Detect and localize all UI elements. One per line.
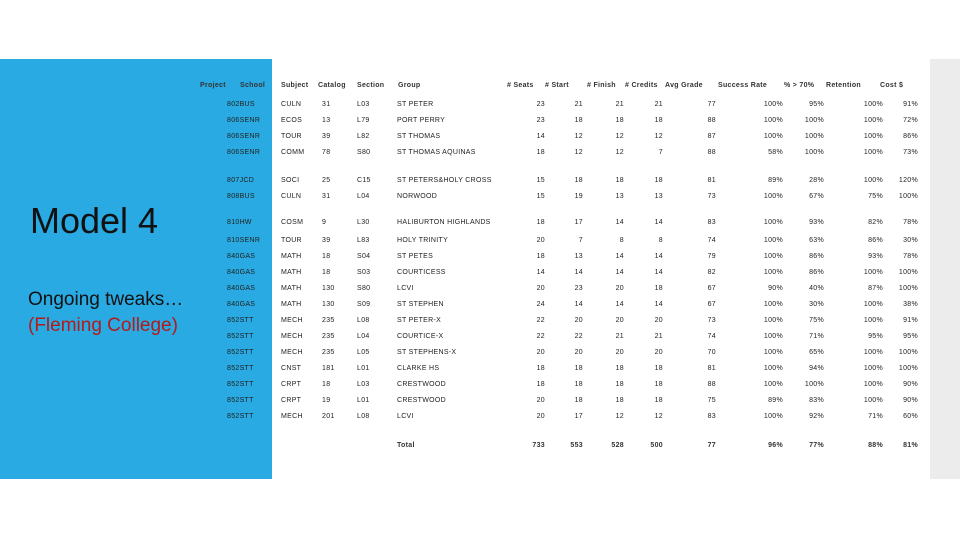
table-cell-number: 14 — [615, 253, 624, 260]
column-header: Retention — [826, 82, 861, 89]
table-cell-number: 100% — [763, 133, 783, 140]
table-cell-number: 18 — [654, 381, 663, 388]
table-cell-number: 12 — [615, 149, 624, 156]
table-cell-number: 13 — [574, 253, 583, 260]
table-cell-number: 15 — [536, 193, 545, 200]
table-cell-number: 100% — [804, 117, 824, 124]
table-cell-text: L04 — [357, 193, 370, 200]
table-cell-number: 100% — [763, 253, 783, 260]
table-cell-number: 18 — [536, 253, 545, 260]
table-cell-number: 12 — [615, 413, 624, 420]
total-label: Total — [397, 442, 415, 449]
table-cell-number: 21 — [615, 101, 624, 108]
table-cell-number: 18 — [536, 219, 545, 226]
table-cell-number: 73 — [707, 193, 716, 200]
table-cell-text: 840GAS — [227, 301, 256, 308]
table-cell-number: 18 — [615, 397, 624, 404]
table-cell-number: 18 — [574, 117, 583, 124]
column-header: Success Rate — [718, 82, 768, 89]
table-cell-text: L83 — [357, 237, 370, 244]
total-value: 733 — [532, 442, 545, 449]
table-cell-number: 75% — [868, 193, 883, 200]
table-cell-text: TOUR — [281, 237, 302, 244]
table-cell-number: 100% — [763, 117, 783, 124]
table-cell-text: LCVI — [397, 285, 414, 292]
table-cell-text: 810HW — [227, 219, 252, 226]
table-cell-text: 78 — [322, 149, 331, 156]
table-cell-number: 81 — [707, 365, 716, 372]
table-cell-number: 21 — [654, 101, 663, 108]
table-cell-number: 14 — [536, 269, 545, 276]
table-cell-text: MECH — [281, 317, 303, 324]
total-value: 77% — [809, 442, 824, 449]
table-cell-text: L08 — [357, 413, 370, 420]
table-cell-number: 12 — [654, 413, 663, 420]
table-cell-number: 13 — [654, 193, 663, 200]
total-value: 500 — [650, 442, 663, 449]
total-value: 77 — [707, 442, 716, 449]
table-cell-text: COMM — [281, 149, 305, 156]
table-cell-number: 100% — [763, 101, 783, 108]
table-cell-text: ST STEPHEN — [397, 301, 444, 308]
total-value: 528 — [611, 442, 624, 449]
table-cell-number: 23 — [536, 117, 545, 124]
total-value: 88% — [868, 442, 883, 449]
table-cell-number: 22 — [536, 317, 545, 324]
slide-title: Model 4 — [30, 200, 159, 241]
table-cell-number: 18 — [536, 381, 545, 388]
table-cell-number: 20 — [615, 349, 624, 356]
table-cell-number: 28% — [809, 177, 824, 184]
table-cell-number: 100% — [763, 365, 783, 372]
table-cell-number: 100% — [863, 365, 883, 372]
table-cell-text: 235 — [322, 317, 335, 324]
table-cell-text: S09 — [357, 301, 371, 308]
table-cell-number: 19 — [574, 193, 583, 200]
total-value: 96% — [768, 442, 783, 449]
table-cell-number: 14 — [654, 301, 663, 308]
table-cell-number: 100% — [763, 333, 783, 340]
table-cell-text: 852STT — [227, 365, 254, 372]
table-cell-text: CRPT — [281, 397, 302, 404]
total-value: 81% — [903, 442, 918, 449]
table-cell-number: 95% — [809, 101, 824, 108]
slide-subtitle: Ongoing tweaks… — [28, 289, 184, 310]
table-cell-number: 71% — [809, 333, 824, 340]
table-cell-number: 18 — [574, 381, 583, 388]
table-cell-text: ST STEPHENS-X — [397, 349, 457, 356]
table-cell-number: 14 — [574, 301, 583, 308]
table-cell-number: 100% — [898, 365, 918, 372]
table-cell-number: 58% — [768, 149, 783, 156]
column-header: School — [240, 82, 266, 89]
table-cell-text: 19 — [322, 397, 331, 404]
table-cell-text: 31 — [322, 101, 331, 108]
table-cell-text: L03 — [357, 381, 370, 388]
table-cell-text: ST PETES — [397, 253, 434, 260]
table-cell-number: 18 — [654, 365, 663, 372]
table-cell-text: L01 — [357, 365, 370, 372]
table-cell-number: 20 — [654, 349, 663, 356]
table-cell-number: 20 — [536, 237, 545, 244]
table-cell-text: 39 — [322, 237, 331, 244]
table-cell-text: L08 — [357, 317, 370, 324]
table-cell-number: 20 — [574, 349, 583, 356]
table-cell-text: PORT PERRY — [397, 117, 446, 124]
table-cell-text: L05 — [357, 349, 370, 356]
table-cell-number: 86% — [809, 253, 824, 260]
table-cell-text: S80 — [357, 149, 371, 156]
table-cell-number: 100% — [863, 349, 883, 356]
table-cell-text: 806SENR — [227, 117, 261, 124]
table-cell-text: MECH — [281, 413, 303, 420]
table-cell-text: NORWOOD — [397, 193, 438, 200]
column-header: Group — [398, 82, 421, 89]
table-cell-text: MATH — [281, 301, 302, 308]
table-cell-number: 100% — [898, 269, 918, 276]
table-cell-number: 82% — [868, 219, 883, 226]
table-cell-text: 9 — [322, 219, 327, 226]
table-cell-number: 67 — [707, 301, 716, 308]
table-cell-text: 130 — [322, 301, 335, 308]
table-cell-number: 23 — [574, 285, 583, 292]
table-cell-number: 30% — [809, 301, 824, 308]
table-cell-text: CRESTWOOD — [397, 397, 446, 404]
table-cell-text: ST THOMAS AQUINAS — [397, 149, 476, 156]
table-cell-number: 100% — [763, 413, 783, 420]
table-cell-number: 100% — [763, 317, 783, 324]
table-cell-number: 73 — [707, 317, 716, 324]
table-cell-text: L79 — [357, 117, 370, 124]
table-cell-number: 82 — [707, 269, 716, 276]
table-cell-text: L82 — [357, 133, 370, 140]
table-cell-number: 18 — [574, 397, 583, 404]
table-cell-number: 100% — [763, 193, 783, 200]
table-cell-text: ST PETER — [397, 101, 434, 108]
table-cell-number: 18 — [615, 177, 624, 184]
column-header: Catalog — [318, 82, 346, 89]
table-cell-number: 14 — [615, 301, 624, 308]
table-cell-text: MATH — [281, 253, 302, 260]
table-cell-number: 88 — [707, 149, 716, 156]
table-cell-text: MATH — [281, 285, 302, 292]
table-cell-number: 95% — [868, 333, 883, 340]
table-cell-number: 78% — [903, 219, 918, 226]
table-cell-text: S80 — [357, 285, 371, 292]
table-cell-text: 840GAS — [227, 285, 256, 292]
table-cell-text: MECH — [281, 333, 303, 340]
table-cell-number: 100% — [863, 133, 883, 140]
column-header: Section — [357, 82, 385, 89]
table-cell-number: 18 — [574, 365, 583, 372]
table-cell-number: 14 — [615, 269, 624, 276]
table-cell-number: 83 — [707, 413, 716, 420]
table-cell-number: 14 — [536, 133, 545, 140]
table-cell-text: CLARKE HS — [397, 365, 440, 372]
table-cell-number: 23 — [536, 101, 545, 108]
table-cell-text: 852STT — [227, 317, 254, 324]
table-cell-number: 100% — [763, 237, 783, 244]
table-cell-number: 20 — [654, 317, 663, 324]
table-cell-number: 83% — [809, 397, 824, 404]
table-cell-number: 79 — [707, 253, 716, 260]
table-cell-number: 100% — [763, 219, 783, 226]
table-cell-text: COURTICESS — [397, 269, 446, 276]
table-cell-number: 18 — [615, 381, 624, 388]
table-cell-text: 852STT — [227, 349, 254, 356]
table-cell-text: 852STT — [227, 381, 254, 388]
table-cell-text: HOLY TRINITY — [397, 237, 449, 244]
table-cell-text: C15 — [357, 177, 371, 184]
table-cell-number: 12 — [615, 133, 624, 140]
table-cell-number: 40% — [809, 285, 824, 292]
table-cell-text: COSM — [281, 219, 304, 226]
table-cell-text: 806SENR — [227, 133, 261, 140]
column-header: # Start — [545, 82, 569, 89]
table-cell-number: 71% — [868, 413, 883, 420]
table-cell-number: 90% — [903, 381, 918, 388]
table-cell-number: 78% — [903, 253, 918, 260]
table-cell-number: 7 — [578, 237, 583, 244]
table-cell-number: 77 — [707, 101, 716, 108]
table-cell-number: 86% — [903, 133, 918, 140]
table-cell-number: 22 — [536, 333, 545, 340]
table-cell-number: 21 — [654, 333, 663, 340]
table-cell-text: ST PETERS&HOLY CROSS — [397, 177, 492, 184]
table-cell-number: 91% — [903, 101, 918, 108]
table-cell-number: 100% — [863, 317, 883, 324]
table-cell-number: 100% — [898, 193, 918, 200]
table-cell-number: 8 — [658, 237, 663, 244]
total-value: 553 — [570, 442, 583, 449]
table-cell-number: 70 — [707, 349, 716, 356]
table-cell-number: 18 — [536, 149, 545, 156]
table-cell-text: ST THOMAS — [397, 133, 441, 140]
table-cell-text: CULN — [281, 101, 302, 108]
table-cell-number: 100% — [763, 301, 783, 308]
column-header: Avg Grade — [665, 82, 703, 89]
table-cell-number: 100% — [863, 101, 883, 108]
table-cell-text: 840GAS — [227, 269, 256, 276]
table-cell-text: 25 — [322, 177, 331, 184]
table-cell-number: 100% — [898, 285, 918, 292]
table-cell-text: 31 — [322, 193, 331, 200]
table-cell-number: 20 — [536, 413, 545, 420]
table-cell-number: 12 — [574, 149, 583, 156]
table-cell-number: 120% — [898, 177, 918, 184]
table-cell-number: 86% — [868, 237, 883, 244]
table-cell-number: 73% — [903, 149, 918, 156]
table-cell-number: 60% — [903, 413, 918, 420]
table-cell-text: CRESTWOOD — [397, 381, 446, 388]
table-cell-number: 12 — [574, 133, 583, 140]
table-cell-number: 100% — [763, 381, 783, 388]
table-cell-number: 18 — [654, 397, 663, 404]
table-cell-text: ECOS — [281, 117, 303, 124]
table-cell-number: 63% — [809, 237, 824, 244]
table-cell-number: 18 — [654, 117, 663, 124]
table-cell-text: CULN — [281, 193, 302, 200]
table-cell-number: 17 — [574, 219, 583, 226]
table-cell-number: 14 — [654, 219, 663, 226]
table-cell-number: 100% — [863, 177, 883, 184]
table-cell-text: CRPT — [281, 381, 302, 388]
column-header: Cost $ — [880, 82, 904, 89]
table-cell-number: 18 — [574, 177, 583, 184]
column-header: Subject — [281, 82, 309, 89]
table-cell-text: 181 — [322, 365, 335, 372]
table-cell-text: 13 — [322, 117, 331, 124]
table-cell-text: 18 — [322, 269, 331, 276]
table-cell-text: MATH — [281, 269, 302, 276]
table-cell-number: 38% — [903, 301, 918, 308]
table-cell-text: HALIBURTON HIGHLANDS — [397, 219, 491, 226]
table-cell-text: 808BUS — [227, 193, 255, 200]
table-cell-number: 100% — [898, 349, 918, 356]
table-cell-text: 852STT — [227, 333, 254, 340]
table-cell-text: 201 — [322, 413, 335, 420]
table-cell-number: 18 — [654, 285, 663, 292]
table-cell-number: 24 — [536, 301, 545, 308]
table-cell-number: 20 — [536, 285, 545, 292]
table-cell-number: 91% — [903, 317, 918, 324]
table-cell-text: L01 — [357, 397, 370, 404]
table-cell-number: 100% — [863, 149, 883, 156]
table-cell-number: 67% — [809, 193, 824, 200]
table-cell-number: 100% — [863, 269, 883, 276]
table-cell-number: 93% — [809, 219, 824, 226]
table-cell-number: 17 — [574, 413, 583, 420]
column-header: Project — [200, 82, 226, 89]
table-cell-number: 74 — [707, 333, 716, 340]
table-cell-number: 14 — [654, 269, 663, 276]
table-cell-number: 14 — [654, 253, 663, 260]
table-cell-text: 840GAS — [227, 253, 256, 260]
table-cell-number: 100% — [763, 349, 783, 356]
table-cell-number: 20 — [536, 397, 545, 404]
table-cell-number: 88 — [707, 117, 716, 124]
table-cell-text: ST PETER-X — [397, 317, 442, 324]
column-header: # Credits — [625, 82, 658, 89]
table-cell-number: 100% — [763, 269, 783, 276]
table-cell-text: 18 — [322, 381, 331, 388]
table-cell-text: 852STT — [227, 397, 254, 404]
table-cell-number: 89% — [768, 177, 783, 184]
table-cell-number: 92% — [809, 413, 824, 420]
table-cell-number: 100% — [804, 381, 824, 388]
table-cell-number: 93% — [868, 253, 883, 260]
table-cell-number: 100% — [804, 149, 824, 156]
table-cell-number: 83 — [707, 219, 716, 226]
table-cell-number: 100% — [804, 133, 824, 140]
table-cell-number: 20 — [536, 349, 545, 356]
table-cell-text: TOUR — [281, 133, 302, 140]
column-header: # Seats — [507, 82, 534, 89]
table-cell-number: 87 — [707, 133, 716, 140]
table-cell-text: 39 — [322, 133, 331, 140]
table-cell-text: 806SENR — [227, 149, 261, 156]
table-cell-number: 22 — [574, 333, 583, 340]
table-cell-text: L04 — [357, 333, 370, 340]
table-cell-number: 65% — [809, 349, 824, 356]
table-cell-text: 235 — [322, 349, 335, 356]
table-cell-number: 15 — [536, 177, 545, 184]
column-header: # Finish — [587, 82, 616, 89]
table-cell-text: COURTICE-X — [397, 333, 444, 340]
table-cell-number: 75 — [707, 397, 716, 404]
table-cell-text: SOCI — [281, 177, 300, 184]
table-cell-text: 130 — [322, 285, 335, 292]
table-cell-text: MECH — [281, 349, 303, 356]
table-cell-number: 100% — [863, 117, 883, 124]
table-cell-number: 20 — [615, 317, 624, 324]
table-cell-number: 95% — [903, 333, 918, 340]
table-cell-number: 18 — [615, 117, 624, 124]
table-cell-number: 100% — [863, 397, 883, 404]
table-cell-number: 18 — [536, 365, 545, 372]
table-cell-number: 72% — [903, 117, 918, 124]
table-cell-text: 807JCD — [227, 177, 255, 184]
table-cell-text: 18 — [322, 253, 331, 260]
table-cell-text: L03 — [357, 101, 370, 108]
table-cell-number: 89% — [768, 397, 783, 404]
table-cell-number: 90% — [903, 397, 918, 404]
table-cell-number: 75% — [809, 317, 824, 324]
table-cell-number: 12 — [654, 133, 663, 140]
table-cell-number: 8 — [619, 237, 624, 244]
table-cell-number: 100% — [863, 381, 883, 388]
slide-subtitle-source: (Fleming College) — [28, 315, 178, 336]
table-cell-number: 87% — [868, 285, 883, 292]
table-cell-text: 852STT — [227, 413, 254, 420]
table-cell-number: 74 — [707, 237, 716, 244]
table-cell-number: 20 — [615, 285, 624, 292]
table-cell-number: 21 — [615, 333, 624, 340]
table-cell-number: 14 — [574, 269, 583, 276]
table-cell-number: 88 — [707, 381, 716, 388]
table-cell-number: 30% — [903, 237, 918, 244]
table-cell-text: 235 — [322, 333, 335, 340]
table-cell-number: 90% — [768, 285, 783, 292]
table-cell-number: 14 — [615, 219, 624, 226]
table-cell-text: CNST — [281, 365, 302, 372]
column-header: % > 70% — [784, 82, 815, 89]
table-cell-number: 86% — [809, 269, 824, 276]
table-cell-number: 100% — [863, 301, 883, 308]
table-cell-number: 94% — [809, 365, 824, 372]
table-cell-number: 20 — [574, 317, 583, 324]
table-cell-number: 18 — [615, 365, 624, 372]
table-cell-text: S03 — [357, 269, 371, 276]
table-cell-number: 21 — [574, 101, 583, 108]
table-cell-text: 810SENR — [227, 237, 261, 244]
table-cell-number: 7 — [658, 149, 663, 156]
table-cell-number: 81 — [707, 177, 716, 184]
table-cell-number: 67 — [707, 285, 716, 292]
table-cell-text: 802BUS — [227, 101, 255, 108]
table-cell-text: L30 — [357, 219, 370, 226]
table-cell-text: LCVI — [397, 413, 414, 420]
table-cell-text: S04 — [357, 253, 371, 260]
table-cell-number: 13 — [615, 193, 624, 200]
table-cell-number: 18 — [654, 177, 663, 184]
